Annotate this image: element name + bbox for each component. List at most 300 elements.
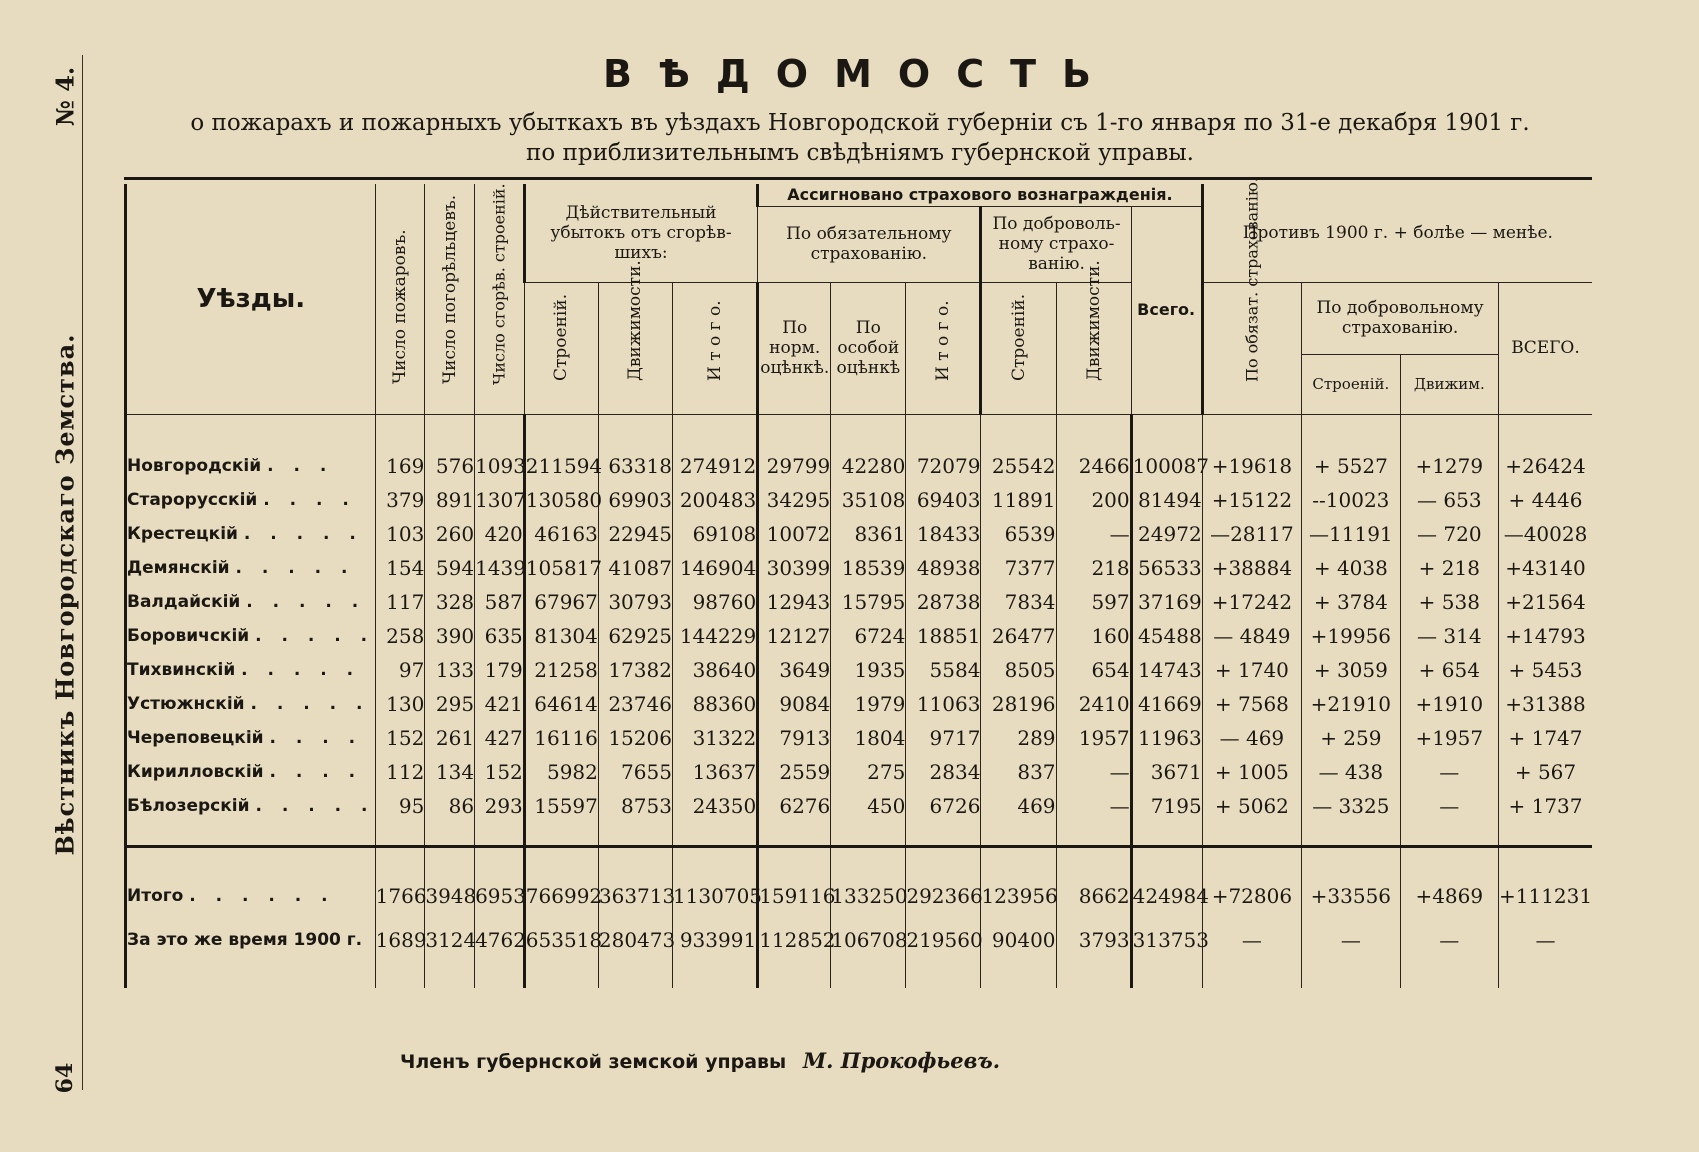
table-cell: 134 bbox=[425, 755, 475, 789]
table-cell: 63318 bbox=[598, 449, 672, 483]
spacer-cell bbox=[758, 823, 831, 839]
table-cell: 117 bbox=[375, 585, 425, 619]
header-loss-total-label: И т о г о. bbox=[704, 300, 725, 381]
spacer-cell bbox=[758, 847, 831, 875]
table-cell: +17242 bbox=[1202, 585, 1301, 619]
spacer-cell bbox=[1499, 962, 1593, 988]
table-cell: 654 bbox=[1056, 653, 1131, 687]
spacer-cell bbox=[1056, 839, 1131, 847]
header-loss-movable bbox=[598, 260, 672, 414]
header-voluntary-buildings-label: Строеній. bbox=[1008, 293, 1029, 381]
table-cell: 597 bbox=[1056, 585, 1131, 619]
table-cell: 289 bbox=[981, 721, 1056, 755]
spacer-cell bbox=[425, 962, 475, 988]
table-cell: 18851 bbox=[906, 619, 981, 653]
spacer-cell bbox=[524, 847, 598, 875]
table-cell: 1689 bbox=[375, 918, 425, 962]
table-row bbox=[126, 755, 1593, 789]
spacer-cell bbox=[981, 823, 1056, 839]
document-subtitle bbox=[120, 108, 1600, 168]
table-cell: 95 bbox=[375, 789, 425, 823]
table-cell: 469 bbox=[981, 789, 1056, 823]
row-dots: . . . . . bbox=[255, 626, 375, 646]
spacer-cell bbox=[126, 839, 376, 847]
table-cell: +15122 bbox=[1202, 483, 1301, 517]
table-cell: 31322 bbox=[672, 721, 757, 755]
spacer-cell bbox=[831, 415, 906, 450]
table-row bbox=[126, 449, 1593, 483]
spacer-row bbox=[126, 415, 1593, 450]
subtitle-line-2: по приблизительнымъ свѣдѣніямъ губернской управы. bbox=[526, 140, 1194, 166]
table-cell: 3793 bbox=[1056, 918, 1131, 962]
table-cell: 7655 bbox=[598, 755, 672, 789]
table-cell: — 3325 bbox=[1302, 789, 1400, 823]
header-insurance-group-label: Ассигновано страхового вознагражденія. bbox=[787, 184, 1173, 204]
spacer-cell bbox=[126, 962, 376, 988]
row-name: За это же время 1900 г. bbox=[127, 930, 363, 950]
row-name-cell bbox=[126, 517, 376, 551]
table-cell: 48938 bbox=[906, 551, 981, 585]
document-title: ВѢДОМОСТЬ bbox=[603, 52, 1117, 96]
spacer-cell bbox=[598, 415, 672, 450]
spacer-cell bbox=[1131, 847, 1202, 875]
spacer-cell bbox=[1202, 847, 1301, 875]
header-uezdy-label: Уѣзды. bbox=[196, 284, 306, 314]
table-cell: + 538 bbox=[1400, 585, 1498, 619]
spacer-cell bbox=[425, 415, 475, 450]
spacer-row bbox=[126, 962, 1593, 988]
table-cell: 5584 bbox=[906, 653, 981, 687]
spacer-cell bbox=[1131, 962, 1202, 988]
table-cell: 13637 bbox=[672, 755, 757, 789]
table-cell: 1957 bbox=[1056, 721, 1131, 755]
signature bbox=[400, 1048, 1000, 1073]
header-mandatory-special-label: По особой оцѣнкѣ bbox=[836, 318, 901, 379]
table-body bbox=[126, 415, 1593, 989]
row-dots: . . . bbox=[267, 456, 334, 476]
spacer-cell bbox=[375, 823, 425, 839]
table-cell: 45488 bbox=[1131, 619, 1202, 653]
spacer-cell bbox=[758, 839, 831, 847]
table-cell: +111231 bbox=[1499, 874, 1593, 918]
table-cell: 130580 bbox=[524, 483, 598, 517]
row-dots: . . . . bbox=[269, 728, 363, 748]
table-cell: 219560 bbox=[906, 918, 981, 962]
header-insurance-group bbox=[758, 184, 1202, 206]
spacer-cell bbox=[1302, 962, 1400, 988]
table-cell: 260 bbox=[425, 517, 475, 551]
table-cell: + 7568 bbox=[1202, 687, 1301, 721]
table-cell: 105817 bbox=[524, 551, 598, 585]
header-victims bbox=[425, 184, 475, 415]
table-cell: 6726 bbox=[906, 789, 981, 823]
table-cell: 7377 bbox=[981, 551, 1056, 585]
table-cell: 5982 bbox=[524, 755, 598, 789]
spacer-cell bbox=[475, 415, 525, 450]
table-cell: 2834 bbox=[906, 755, 981, 789]
table-cell: + 5527 bbox=[1302, 449, 1400, 483]
row-dots: . . . . bbox=[263, 490, 356, 510]
table-cell: 200483 bbox=[672, 483, 757, 517]
table-cell: 106708 bbox=[831, 918, 906, 962]
table-cell: 313753 bbox=[1131, 918, 1202, 962]
table-row bbox=[126, 721, 1593, 755]
table-cell: 98760 bbox=[672, 585, 757, 619]
table-cell: 7913 bbox=[758, 721, 831, 755]
table-cell: 3948 bbox=[425, 874, 475, 918]
header-victims-label: Число погорѣльцевъ. bbox=[439, 194, 460, 384]
header-voluntary-movable bbox=[1056, 260, 1131, 414]
table-cell: 837 bbox=[981, 755, 1056, 789]
table-cell: 17382 bbox=[598, 653, 672, 687]
spacer-cell bbox=[1302, 823, 1400, 839]
table-cell: + 3059 bbox=[1302, 653, 1400, 687]
table-cell: 1307 bbox=[475, 483, 525, 517]
table-cell: 169 bbox=[375, 449, 425, 483]
row-name: Валдайскій bbox=[127, 592, 241, 612]
table-cell: +72806 bbox=[1202, 874, 1301, 918]
row-name-cell bbox=[126, 687, 376, 721]
table-cell: 1979 bbox=[831, 687, 906, 721]
table-cell: + 654 bbox=[1400, 653, 1498, 687]
table-cell: 18433 bbox=[906, 517, 981, 551]
spacer-cell bbox=[1131, 839, 1202, 847]
spacer-cell bbox=[672, 839, 757, 847]
spacer-cell bbox=[981, 962, 1056, 988]
table-cell: 6953 bbox=[475, 874, 525, 918]
row-dots: . . . . . bbox=[255, 796, 375, 816]
signature-text: Членъ губернской земской управы bbox=[400, 1051, 787, 1073]
table-cell: 200 bbox=[1056, 483, 1131, 517]
signature-name: М. Прокофьевъ. bbox=[802, 1048, 1001, 1073]
spacer-cell bbox=[1056, 823, 1131, 839]
table-cell: 130 bbox=[375, 687, 425, 721]
header-mandatory-norm bbox=[758, 282, 831, 414]
spacer-cell bbox=[598, 823, 672, 839]
table-cell: 28196 bbox=[981, 687, 1056, 721]
table-cell: — bbox=[1202, 918, 1301, 962]
table-cell: 41087 bbox=[598, 551, 672, 585]
table-cell: 123956 bbox=[981, 874, 1056, 918]
spacer-cell bbox=[1499, 415, 1593, 450]
table-cell: 211594 bbox=[524, 449, 598, 483]
row-name-cell bbox=[126, 585, 376, 619]
table-cell: 390 bbox=[425, 619, 475, 653]
spacer-cell bbox=[672, 847, 757, 875]
table-cell: 29799 bbox=[758, 449, 831, 483]
row-dots: . . . . . bbox=[250, 694, 370, 714]
row-name: Тихвинскій bbox=[127, 660, 236, 680]
spacer-cell bbox=[598, 962, 672, 988]
table-cell: 26477 bbox=[981, 619, 1056, 653]
spacer-cell bbox=[425, 839, 475, 847]
spacer-cell bbox=[1202, 415, 1301, 450]
table-cell: 30793 bbox=[598, 585, 672, 619]
row-name: Устюжнскій bbox=[127, 694, 245, 714]
table-cell: 9717 bbox=[906, 721, 981, 755]
header-compare-mandatory bbox=[1202, 176, 1301, 414]
top-rule bbox=[124, 177, 1592, 180]
table-cell: 766992 bbox=[524, 874, 598, 918]
table-cell: 1130705 bbox=[672, 874, 757, 918]
spacer-cell bbox=[126, 847, 376, 875]
spacer-cell bbox=[672, 962, 757, 988]
row-name: Итого bbox=[127, 886, 184, 906]
table-cell: 103 bbox=[375, 517, 425, 551]
table-cell: 1093 bbox=[475, 449, 525, 483]
table-cell: 9084 bbox=[758, 687, 831, 721]
table-cell: 295 bbox=[425, 687, 475, 721]
row-name-cell bbox=[126, 653, 376, 687]
table-cell: 179 bbox=[475, 653, 525, 687]
table-cell: 11063 bbox=[906, 687, 981, 721]
table-cell: 67967 bbox=[524, 585, 598, 619]
table-cell: +38884 bbox=[1202, 551, 1301, 585]
table-cell: 1804 bbox=[831, 721, 906, 755]
table-cell: 450 bbox=[831, 789, 906, 823]
table-cell: 69403 bbox=[906, 483, 981, 517]
spacer-cell bbox=[831, 847, 906, 875]
table-cell: 16116 bbox=[524, 721, 598, 755]
table-cell: 3649 bbox=[758, 653, 831, 687]
spacer-cell bbox=[906, 839, 981, 847]
spacer-cell bbox=[831, 839, 906, 847]
table-cell: — bbox=[1056, 789, 1131, 823]
spacer-cell bbox=[672, 415, 757, 450]
table-cell: — 438 bbox=[1302, 755, 1400, 789]
table-cell: 88360 bbox=[672, 687, 757, 721]
table-cell: 379 bbox=[375, 483, 425, 517]
spacer-cell bbox=[981, 415, 1056, 450]
header-voluntary-group-label: По доброволь-ному страхо-ванію. bbox=[992, 214, 1121, 275]
header-insurance-total bbox=[1131, 206, 1202, 415]
spacer-cell bbox=[981, 839, 1056, 847]
row-name-cell bbox=[126, 449, 376, 483]
table-cell: — bbox=[1056, 517, 1131, 551]
table-cell: 23746 bbox=[598, 687, 672, 721]
table-cell: 293 bbox=[475, 789, 525, 823]
table-cell: 427 bbox=[475, 721, 525, 755]
spacer-cell bbox=[375, 962, 425, 988]
row-name: Новгородскій bbox=[127, 456, 262, 476]
row-name: Крестецкій bbox=[127, 524, 238, 544]
table-cell: 112 bbox=[375, 755, 425, 789]
table-cell: 594 bbox=[425, 551, 475, 585]
table-cell: 144229 bbox=[672, 619, 757, 653]
fire-statistics-table bbox=[124, 176, 1593, 988]
table-cell: +33556 bbox=[1302, 874, 1400, 918]
spacer-cell bbox=[598, 839, 672, 847]
table-cell: 14743 bbox=[1131, 653, 1202, 687]
table-cell: 261 bbox=[425, 721, 475, 755]
spacer-row bbox=[126, 847, 1593, 875]
table-cell: 4762 bbox=[475, 918, 525, 962]
table-cell: 8662 bbox=[1056, 874, 1131, 918]
table-cell: 90400 bbox=[981, 918, 1056, 962]
table-cell: 37169 bbox=[1131, 585, 1202, 619]
table-cell: + 567 bbox=[1499, 755, 1593, 789]
table-cell: 18539 bbox=[831, 551, 906, 585]
issue-number: № 4. bbox=[50, 66, 80, 127]
spacer-cell bbox=[1302, 415, 1400, 450]
table-cell: 100087 bbox=[1131, 449, 1202, 483]
table-cell: — bbox=[1499, 918, 1593, 962]
spacer-cell bbox=[475, 839, 525, 847]
table-cell: + 259 bbox=[1302, 721, 1400, 755]
table-cell: 576 bbox=[425, 449, 475, 483]
header-voluntary-movable-label: Движимости. bbox=[1083, 260, 1104, 381]
spacer-cell bbox=[1400, 415, 1498, 450]
table-cell: 41669 bbox=[1131, 687, 1202, 721]
row-name-cell bbox=[126, 918, 376, 962]
row-name-cell bbox=[126, 721, 376, 755]
row-name-cell bbox=[126, 619, 376, 653]
header-fires-label: Число пожаровъ. bbox=[390, 229, 410, 384]
spacer-cell bbox=[1202, 823, 1301, 839]
row-name: Демянскій bbox=[127, 558, 230, 578]
header-compare-voluntary-group-label: По добровольному страхованію. bbox=[1316, 298, 1484, 339]
header-loss-buildings bbox=[524, 282, 598, 414]
totals-row bbox=[126, 918, 1593, 962]
header-loss-total bbox=[672, 282, 757, 414]
table-cell: + 4446 bbox=[1499, 483, 1593, 517]
table-row bbox=[126, 653, 1593, 687]
row-dots: . . . . bbox=[269, 762, 363, 782]
table-cell: 292366 bbox=[906, 874, 981, 918]
spacer-cell bbox=[906, 847, 981, 875]
table-cell: 69108 bbox=[672, 517, 757, 551]
table-cell: 146904 bbox=[672, 551, 757, 585]
header-compare-voluntary-buildings-label: Строеній. bbox=[1312, 375, 1390, 394]
table-cell: 30399 bbox=[758, 551, 831, 585]
spacer-cell bbox=[475, 823, 525, 839]
table-cell: +19956 bbox=[1302, 619, 1400, 653]
spacer-cell bbox=[906, 962, 981, 988]
header-buildings bbox=[475, 184, 525, 415]
spacer-cell bbox=[1499, 847, 1593, 875]
spacer-cell bbox=[1302, 839, 1400, 847]
table-cell: 2559 bbox=[758, 755, 831, 789]
table-cell: +14793 bbox=[1499, 619, 1593, 653]
table-cell: — 4849 bbox=[1202, 619, 1301, 653]
table-cell: +26424 bbox=[1499, 449, 1593, 483]
table-cell: 42280 bbox=[831, 449, 906, 483]
totals-row bbox=[126, 874, 1593, 918]
row-name: Старорусскій bbox=[127, 490, 258, 510]
spacer-cell bbox=[524, 823, 598, 839]
table-cell: — bbox=[1400, 789, 1498, 823]
table-cell: 24972 bbox=[1131, 517, 1202, 551]
table-cell: 81304 bbox=[524, 619, 598, 653]
table-cell: 12943 bbox=[758, 585, 831, 619]
table-cell: 8361 bbox=[831, 517, 906, 551]
table-cell: + 1005 bbox=[1202, 755, 1301, 789]
table-cell: 11891 bbox=[981, 483, 1056, 517]
table-cell: 421 bbox=[475, 687, 525, 721]
table-cell: 12127 bbox=[758, 619, 831, 653]
row-name: Боровичскій bbox=[127, 626, 250, 646]
table-cell: 35108 bbox=[831, 483, 906, 517]
table-cell: 8505 bbox=[981, 653, 1056, 687]
table-cell: 2466 bbox=[1056, 449, 1131, 483]
table-cell: 62925 bbox=[598, 619, 672, 653]
table-cell: —40028 bbox=[1499, 517, 1593, 551]
row-name-cell bbox=[126, 789, 376, 823]
table-cell: 933991 bbox=[672, 918, 757, 962]
spacer-cell bbox=[524, 839, 598, 847]
spacer-cell bbox=[1499, 823, 1593, 839]
spacer-cell bbox=[126, 823, 376, 839]
header-compare-voluntary-buildings bbox=[1302, 354, 1400, 414]
table-cell: 112852 bbox=[758, 918, 831, 962]
table-cell: + 1740 bbox=[1202, 653, 1301, 687]
table-cell: 25542 bbox=[981, 449, 1056, 483]
table-cell: 15795 bbox=[831, 585, 906, 619]
header-compare-voluntary-group bbox=[1302, 282, 1499, 354]
header-compare-total bbox=[1499, 282, 1593, 414]
table-cell: 11963 bbox=[1131, 721, 1202, 755]
spacer-cell bbox=[1202, 962, 1301, 988]
spacer-cell bbox=[1400, 839, 1498, 847]
table-cell: — bbox=[1302, 918, 1400, 962]
table-cell: 21258 bbox=[524, 653, 598, 687]
spacer-cell bbox=[524, 962, 598, 988]
header-mandatory-norm-label: По норм. оцѣнкѣ. bbox=[760, 318, 830, 379]
spacer-cell bbox=[475, 962, 525, 988]
table-cell: 160 bbox=[1056, 619, 1131, 653]
table-cell: —28117 bbox=[1202, 517, 1301, 551]
header-compare-group-label: Противъ 1900 г. + болѣе — менѣе. bbox=[1242, 222, 1553, 243]
table-cell: 15597 bbox=[524, 789, 598, 823]
row-name: Бѣлозерскій bbox=[127, 796, 250, 816]
spacer-cell bbox=[1400, 823, 1498, 839]
table-cell: 653518 bbox=[524, 918, 598, 962]
spacer-cell bbox=[831, 823, 906, 839]
header-mandatory-group-label: По обязательному страхованію. bbox=[786, 224, 952, 265]
table-cell: 280473 bbox=[598, 918, 672, 962]
header-compare-voluntary-movable bbox=[1400, 354, 1498, 414]
header-loss-movable-label: Движимости. bbox=[625, 260, 646, 381]
table-cell: 56533 bbox=[1131, 551, 1202, 585]
table-cell: 2410 bbox=[1056, 687, 1131, 721]
table-cell: +1910 bbox=[1400, 687, 1498, 721]
table-cell: 3124 bbox=[425, 918, 475, 962]
table-cell: 38640 bbox=[672, 653, 757, 687]
header-loss-buildings-label: Строеній. bbox=[551, 293, 572, 381]
spacer-cell bbox=[126, 415, 376, 450]
row-name: Кирилловскій bbox=[127, 762, 264, 782]
table-cell: +21564 bbox=[1499, 585, 1593, 619]
header-loss-group-label: Дѣйствительный убытокъ отъ сгорѣв-шихъ: bbox=[550, 202, 732, 263]
row-dots: . . . . . bbox=[235, 558, 355, 578]
margin-rule bbox=[82, 55, 83, 1090]
table-row bbox=[126, 517, 1593, 551]
table-cell: 81494 bbox=[1131, 483, 1202, 517]
table-cell: 10072 bbox=[758, 517, 831, 551]
table-cell: 258 bbox=[375, 619, 425, 653]
table-cell: 97 bbox=[375, 653, 425, 687]
spacer-row bbox=[126, 823, 1593, 839]
table-row bbox=[126, 483, 1593, 517]
spacer-cell bbox=[1302, 847, 1400, 875]
row-name-cell bbox=[126, 551, 376, 585]
row-dots: . . . . . bbox=[243, 524, 363, 544]
table-cell: +1957 bbox=[1400, 721, 1498, 755]
table-cell: +1279 bbox=[1400, 449, 1498, 483]
table-cell: 1766 bbox=[375, 874, 425, 918]
table-row bbox=[126, 585, 1593, 619]
table-cell: +21910 bbox=[1302, 687, 1400, 721]
